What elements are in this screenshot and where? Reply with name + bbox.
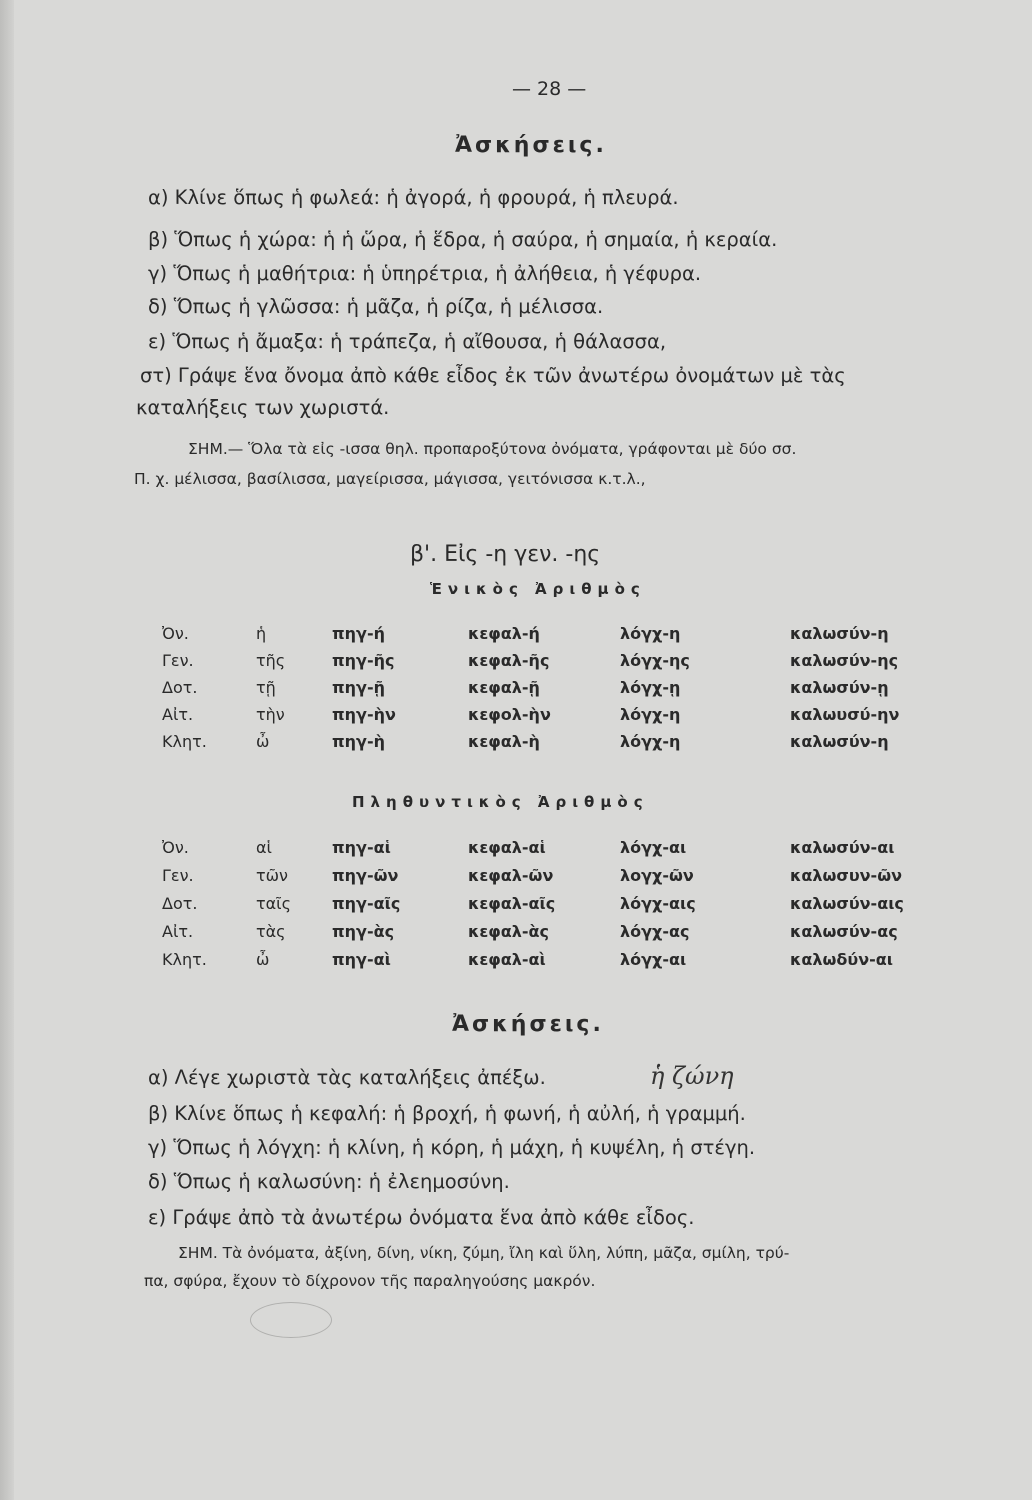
plural-cell-case: Ὀν.	[162, 838, 189, 857]
singular-cell-c3: λόγχ-η	[620, 624, 681, 643]
note-1-line-1: ΣΗΜ.— Ὅλα τὰ εἰς -ισσα θηλ. προπαροξύτονα ὀνόματα, γράφονται μὲ δύο σσ.	[188, 440, 797, 458]
exercises-heading-1: Ἀσκήσεις.	[455, 133, 607, 158]
plural-cell-case: Γεν.	[162, 866, 194, 885]
singular-cell-c2: κεφαλ-ῇ	[468, 678, 540, 697]
singular-cell-article: τῆς	[256, 651, 286, 670]
singular-cell-article: ὦ	[256, 732, 270, 751]
singular-cell-c1: πηγ-ῆς	[332, 651, 395, 670]
plural-cell-case: Δοτ.	[162, 894, 198, 913]
plural-cell-c3: λόγχ-αι	[620, 950, 687, 969]
plural-cell-article: τῶν	[256, 866, 288, 885]
plural-cell-c2: κεφαλ-ὰς	[468, 922, 550, 941]
plural-cell-c1: πηγ-αἱ	[332, 838, 391, 857]
singular-cell-c4: καλωσύν-η	[790, 732, 889, 751]
plural-cell-c1: πηγ-αῖς	[332, 894, 401, 913]
plural-cell-c4: καλωσυν-ῶν	[790, 866, 902, 885]
singular-cell-c2: κεφαλ-ή	[468, 624, 540, 643]
singular-cell-c4: καλωσύν-ης	[790, 651, 899, 670]
note-2-line-2: πα, σφύρα, ἔχουν τὸ δίχρονον τῆς παραληγούσης μακρόν.	[144, 1272, 596, 1290]
section-title: β'. Εἰς -η γεν. -ης	[410, 542, 601, 567]
exercise2-e: ε) Γράψε ἀπὸ τὰ ἀνωτέρω ὀνόματα ἕνα ἀπὸ κάθε εἶδος.	[148, 1206, 695, 1229]
singular-title: Ἑνικὸς Ἀριθμὸς	[430, 580, 646, 598]
plural-cell-article: τὰς	[256, 922, 286, 941]
plural-cell-case: Κλητ.	[162, 950, 207, 969]
plural-cell-c2: κεφαλ-ῶν	[468, 866, 554, 885]
singular-cell-c1: πηγ-ὴν	[332, 705, 396, 724]
exercise2-b: β) Κλίνε ὅπως ἡ κεφαλή: ἡ βροχή, ἡ φωνή, ἡ αὐλή, ἡ γραμμή.	[148, 1102, 746, 1125]
singular-cell-case: Ὀν.	[162, 624, 189, 643]
plural-cell-c1: πηγ-ὰς	[332, 922, 395, 941]
singular-cell-c3: λόγχ-ῃ	[620, 678, 681, 697]
plural-cell-c2: κεφαλ-αἱ	[468, 838, 546, 857]
exercises-heading-2: Ἀσκήσεις.	[452, 1012, 604, 1037]
plural-cell-c2: κεφαλ-αῖς	[468, 894, 556, 913]
plural-cell-c3: λόγχ-αις	[620, 894, 696, 913]
singular-cell-c3: λόγχ-ης	[620, 651, 690, 670]
plural-title: Πληθυντικὸς Ἀριθμὸς	[352, 793, 649, 811]
singular-cell-case: Αἰτ.	[162, 705, 194, 724]
singular-cell-article: ἡ	[256, 624, 267, 643]
plural-cell-c4: καλωδύν-αι	[790, 950, 893, 969]
exercise-b: β) Ὅπως ἡ χώρα: ἡ ἡ ὥρα, ἡ ἕδρα, ἡ σαύρα, ἡ σημαία, ἡ κεραία.	[148, 228, 778, 251]
singular-cell-case: Δοτ.	[162, 678, 198, 697]
plural-cell-case: Αἰτ.	[162, 922, 194, 941]
exercise-d: δ) Ὅπως ἡ γλῶσσα: ἡ μᾶζα, ἡ ρίζα, ἡ μέλισσα.	[148, 295, 604, 318]
singular-cell-c1: πηγ-ή	[332, 624, 385, 643]
plural-cell-c3: λόγχ-ας	[620, 922, 690, 941]
singular-cell-article: τῇ	[256, 678, 276, 697]
singular-cell-c2: κεφαλ-ὴ	[468, 732, 540, 751]
singular-cell-c4: καλωυσύ-ην	[790, 705, 900, 724]
singular-cell-c2: κεφολ-ὴν	[468, 705, 551, 724]
exercise2-d: δ) Ὅπως ἡ καλωσύνη: ἡ ἐλεημοσύνη.	[148, 1170, 510, 1193]
exercise-f: στ) Γράψε ἕνα ὄνομα ἀπὸ κάθε εἶδος ἐκ τῶν ἀνωτέρω ὀνομάτων μὲ τὰς	[140, 364, 846, 387]
plural-cell-article: αἱ	[256, 838, 272, 857]
plural-cell-c4: καλωσύν-αι	[790, 838, 895, 857]
exercise-f-cont: καταλήξεις των χωριστά.	[136, 396, 390, 419]
singular-cell-c1: πηγ-ὴ	[332, 732, 385, 751]
page-binding-edge	[0, 0, 14, 1500]
plural-cell-c4: καλωσύν-αις	[790, 894, 904, 913]
exercise2-c: γ) Ὅπως ἡ λόγχη: ἡ κλίνη, ἡ κόρη, ἡ μάχη, ἡ κυψέλη, ἡ στέγη.	[148, 1136, 756, 1159]
exercise-e: ε) Ὅπως ἡ ἄμαξα: ἡ τράπεζα, ἡ αἴθουσα, ἡ θάλασσα,	[148, 330, 667, 353]
plural-cell-c1: πηγ-ῶν	[332, 866, 399, 885]
note-1-line-2: Π. χ. μέλισσα, βασίλισσα, μαγείρισσα, μάγισσα, γειτόνισσα κ.τ.λ.,	[134, 470, 646, 488]
singular-cell-c4: καλωσύν-η	[790, 624, 889, 643]
note-2-line-1: ΣΗΜ. Τὰ ὀνόματα, ἀξίνη, δίνη, νίκη, ζύμη, ἴλη καὶ ὕλη, λύπη, μᾶζα, σμίλη, τρύ-	[178, 1244, 790, 1262]
singular-cell-case: Γεν.	[162, 651, 194, 670]
singular-cell-c4: καλωσύν-ῃ	[790, 678, 889, 697]
plural-cell-article: ταῖς	[256, 894, 291, 913]
exercise-a: α) Κλίνε ὅπως ἡ φωλεά: ἡ ἀγορά, ἡ φρουρά, ἡ πλευρά.	[148, 186, 679, 209]
plural-cell-article: ὦ	[256, 950, 270, 969]
singular-cell-c1: πηγ-ῇ	[332, 678, 385, 697]
plural-cell-c1: πηγ-αὶ	[332, 950, 391, 969]
plural-cell-c3: λόγχ-αι	[620, 838, 687, 857]
singular-cell-case: Κλητ.	[162, 732, 207, 751]
plural-cell-c4: καλωσύν-ας	[790, 922, 898, 941]
plural-cell-c3: λογχ-ῶν	[620, 866, 694, 885]
handwritten-note: ἡ ζώνη	[650, 1062, 734, 1090]
page-number: — 28 —	[512, 78, 587, 100]
page-smudge	[250, 1302, 332, 1338]
plural-cell-c2: κεφαλ-αὶ	[468, 950, 546, 969]
singular-cell-article: τὴν	[256, 705, 285, 724]
exercise-c: γ) Ὅπως ἡ μαθήτρια: ἡ ὑπηρέτρια, ἡ ἀλήθεια, ἡ γέφυρα.	[148, 262, 702, 285]
singular-cell-c2: κεφαλ-ῆς	[468, 651, 550, 670]
singular-cell-c3: λόγχ-η	[620, 705, 681, 724]
singular-cell-c3: λόγχ-η	[620, 732, 681, 751]
exercise2-a: α) Λέγε χωριστὰ τὰς καταλήξεις ἀπέξω.	[148, 1066, 546, 1089]
